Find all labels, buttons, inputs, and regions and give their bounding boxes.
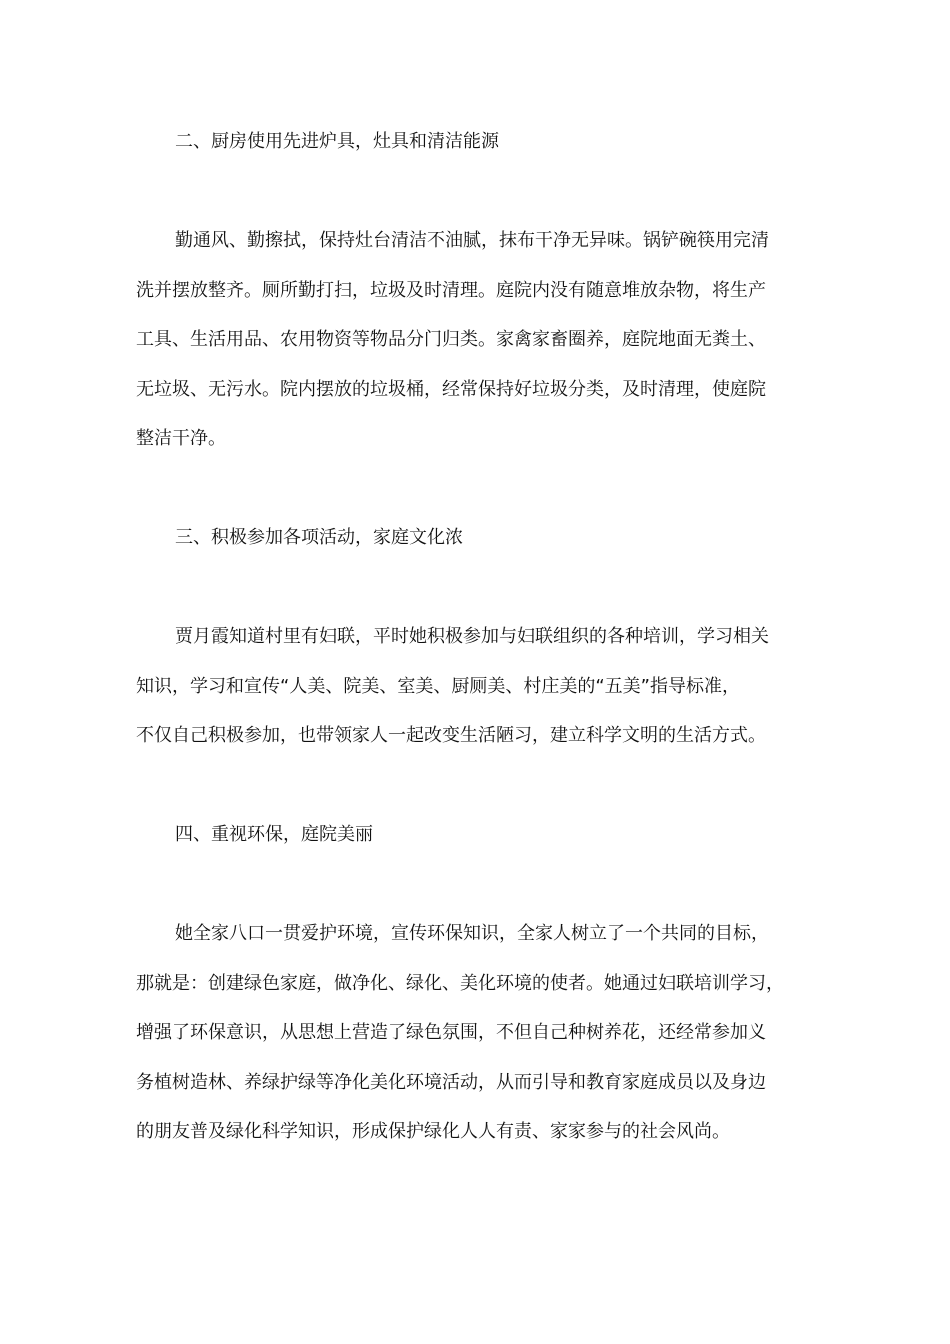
section-paragraph-2 xyxy=(136,216,816,464)
paragraph-line: 她全家八口一贯爱护环境，宣传环保知识，全家人树立了一个共同的目标， xyxy=(175,923,769,944)
paragraph-line: 知识，学习和宣传“人美、院美、室美、厨厕美、村庄美的“五美”指导标准， xyxy=(136,675,740,697)
section-heading-3: 三、积极参加各项活动，家庭文化浓 xyxy=(175,527,463,548)
section-heading-4: 四、重视环保，庭院美丽 xyxy=(175,824,373,845)
paragraph-line: 无垃圾、无污水。院内摆放的垃圾桶，经常保持好垃圾分类，及时清理，使庭院 xyxy=(136,378,766,400)
paragraph-line: 贾月霞知道村里有妇联，平时她积极参加与妇联组织的各种培训，学习相关 xyxy=(175,626,769,647)
paragraph-line: 那就是：创建绿色家庭，做净化、绿化、美化环境的使者。她通过妇联培训学习， xyxy=(136,972,784,994)
section-paragraph-4 xyxy=(136,909,816,1157)
paragraph-line: 增强了环保意识，从思想上营造了绿色氛围，不但自己种树养花，还经常参加义 xyxy=(136,1022,766,1043)
paragraph-line: 勤通风、勤擦拭，保持灶台清洁不油腻，抹布干净无异味。锅铲碗筷用完清 xyxy=(175,230,769,251)
paragraph-line: 的朋友普及绿化科学知识，形成保护绿化人人有责、家家参与的社会风尚。 xyxy=(136,1121,730,1142)
paragraph-line: 整洁干净。 xyxy=(136,428,226,449)
paragraph-line: 务植树造林、养绿护绿等净化美化环境活动，从而引导和教育家庭成员以及身边 xyxy=(136,1071,766,1093)
section-heading-2: 二、厨房使用先进炉具，灶具和清洁能源 xyxy=(175,131,499,152)
paragraph-line: 工具、生活用品、农用物资等物品分门归类。家禽家畜圈养，庭院地面无粪土、 xyxy=(136,329,766,350)
paragraph-line: 洗并摆放整齐。厕所勤打扫，垃圾及时清理。庭院内没有随意堆放杂物，将生产 xyxy=(136,279,766,301)
section-paragraph-3 xyxy=(136,612,816,761)
paragraph-line: 不仅自己积极参加，也带领家人一起改变生活陋习，建立科学文明的生活方式。 xyxy=(136,725,766,746)
